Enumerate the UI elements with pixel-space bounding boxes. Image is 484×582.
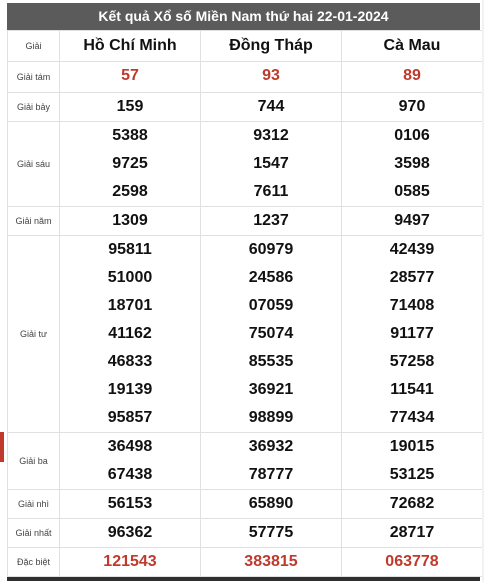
prize-label: Giải tư xyxy=(8,236,60,433)
prize-cell-ho-chi-minh xyxy=(60,490,201,519)
winning-number: 36921 xyxy=(248,381,294,398)
winning-number: 57775 xyxy=(248,524,294,541)
prize-cell-ho-chi-minh xyxy=(60,519,201,548)
prize-cell-ca-mau xyxy=(342,236,483,433)
winning-number: 98899 xyxy=(248,409,294,426)
winning-number: 77434 xyxy=(389,409,435,426)
winning-number: 11541 xyxy=(390,381,434,398)
lottery-results-panel xyxy=(7,3,480,581)
province-header-row xyxy=(8,31,483,62)
winning-number: 93 xyxy=(262,67,280,84)
prize-row xyxy=(8,207,483,236)
winning-number: 5388 xyxy=(112,127,148,144)
prize-cell-ca-mau xyxy=(342,62,483,93)
prize-cell-ho-chi-minh xyxy=(60,236,201,433)
prize-label: Giải sáu xyxy=(8,122,60,207)
winning-number: 36932 xyxy=(248,438,294,455)
winning-number: 65890 xyxy=(248,495,294,512)
prize-cell-dong-thap xyxy=(201,490,342,519)
province-ca-mau[interactable]: Cà Mau xyxy=(342,31,483,62)
winning-number: 9725 xyxy=(112,155,148,172)
prize-cell-ho-chi-minh xyxy=(60,93,201,122)
winning-number: 07059 xyxy=(248,297,294,314)
winning-number: 42439 xyxy=(389,241,435,258)
prize-cell-ca-mau xyxy=(342,433,483,490)
prize-cell-dong-thap xyxy=(201,433,342,490)
winning-number: 56153 xyxy=(107,495,153,512)
prize-cell-dong-thap xyxy=(201,122,342,207)
winning-number: 67438 xyxy=(107,466,153,483)
province-ho-chi-minh[interactable]: Hồ Chí Minh xyxy=(60,31,201,62)
winning-number: 41162 xyxy=(108,325,152,342)
prize-row xyxy=(8,62,483,93)
prize-cell-ho-chi-minh xyxy=(60,62,201,93)
prize-row xyxy=(8,490,483,519)
prize-label: Giải bảy xyxy=(8,93,60,122)
prize-cell-dong-thap xyxy=(201,207,342,236)
winning-number: 9497 xyxy=(394,212,430,229)
winning-number: 18701 xyxy=(107,297,153,314)
prize-row xyxy=(8,236,483,433)
prize-row xyxy=(8,122,483,207)
prize-cell-dong-thap xyxy=(201,236,342,433)
prize-cell-ca-mau xyxy=(342,207,483,236)
winning-number: 95811 xyxy=(108,241,152,258)
winning-number: 1237 xyxy=(253,212,289,229)
winning-number: 9312 xyxy=(253,127,289,144)
prize-cell-ho-chi-minh xyxy=(60,122,201,207)
winning-number: 85535 xyxy=(248,353,294,370)
prize-row xyxy=(8,548,483,577)
prize-cell-ho-chi-minh xyxy=(60,433,201,490)
prize-cell-ho-chi-minh xyxy=(60,207,201,236)
winning-number: 3598 xyxy=(394,155,430,172)
winning-number: 28577 xyxy=(389,269,435,286)
prize-cell-dong-thap xyxy=(201,93,342,122)
results-title: Kết quả Xổ số Miền Nam thứ hai 22-01-2024 xyxy=(7,3,480,30)
winning-number: 0585 xyxy=(394,183,430,200)
winning-number: 19139 xyxy=(107,381,153,398)
prize-cell-dong-thap xyxy=(201,519,342,548)
prize-cell-dong-thap xyxy=(201,548,342,577)
results-body xyxy=(8,62,483,577)
winning-number: 57258 xyxy=(389,353,435,370)
winning-number: 91177 xyxy=(390,325,434,342)
prize-label: Giải nhất xyxy=(8,519,60,548)
prize-label: Giải ba xyxy=(8,433,60,490)
winning-number: 89 xyxy=(403,67,421,84)
winning-number: 24586 xyxy=(248,269,294,286)
winning-number: 36498 xyxy=(107,438,153,455)
winning-number: 970 xyxy=(398,98,426,115)
prize-cell-ca-mau xyxy=(342,490,483,519)
prize-cell-ca-mau xyxy=(342,93,483,122)
winning-number: 51000 xyxy=(107,269,153,286)
side-tab-marker[interactable] xyxy=(0,432,4,462)
winning-number: 19015 xyxy=(389,438,435,455)
prize-cell-ca-mau xyxy=(342,519,483,548)
prize-label: Giải năm xyxy=(8,207,60,236)
winning-number: 7611 xyxy=(253,183,289,200)
winning-number: 383815 xyxy=(244,553,298,570)
winning-number: 2598 xyxy=(112,183,148,200)
prize-row xyxy=(8,93,483,122)
prize-cell-ca-mau xyxy=(342,122,483,207)
winning-number: 1547 xyxy=(253,155,289,172)
winning-number: 28717 xyxy=(389,524,435,541)
winning-number: 71408 xyxy=(389,297,435,314)
results-table xyxy=(7,30,483,577)
prize-column-header: Giải xyxy=(8,31,60,62)
winning-number: 53125 xyxy=(389,466,435,483)
winning-number: 159 xyxy=(116,98,144,115)
province-dong-thap[interactable]: Đồng Tháp xyxy=(201,31,342,62)
prize-label: Giải nhì xyxy=(8,490,60,519)
winning-number: 744 xyxy=(257,98,285,115)
winning-number: 121543 xyxy=(103,553,157,570)
prize-row xyxy=(8,519,483,548)
prize-cell-ho-chi-minh xyxy=(60,548,201,577)
prize-label: Giải tám xyxy=(8,62,60,93)
prize-cell-dong-thap xyxy=(201,62,342,93)
prize-row xyxy=(8,433,483,490)
prize-cell-ca-mau xyxy=(342,548,483,577)
winning-number: 78777 xyxy=(248,466,294,483)
prize-label: Đặc biệt xyxy=(8,548,60,577)
winning-number: 72682 xyxy=(389,495,435,512)
winning-number: 75074 xyxy=(248,325,294,342)
winning-number: 0106 xyxy=(394,127,430,144)
winning-number: 95857 xyxy=(107,409,153,426)
winning-number: 96362 xyxy=(107,524,153,541)
winning-number: 063778 xyxy=(385,553,439,570)
winning-number: 57 xyxy=(121,67,139,84)
table-bottom-bar xyxy=(7,577,480,581)
winning-number: 46833 xyxy=(107,353,153,370)
winning-number: 60979 xyxy=(248,241,294,258)
winning-number: 1309 xyxy=(112,212,148,229)
